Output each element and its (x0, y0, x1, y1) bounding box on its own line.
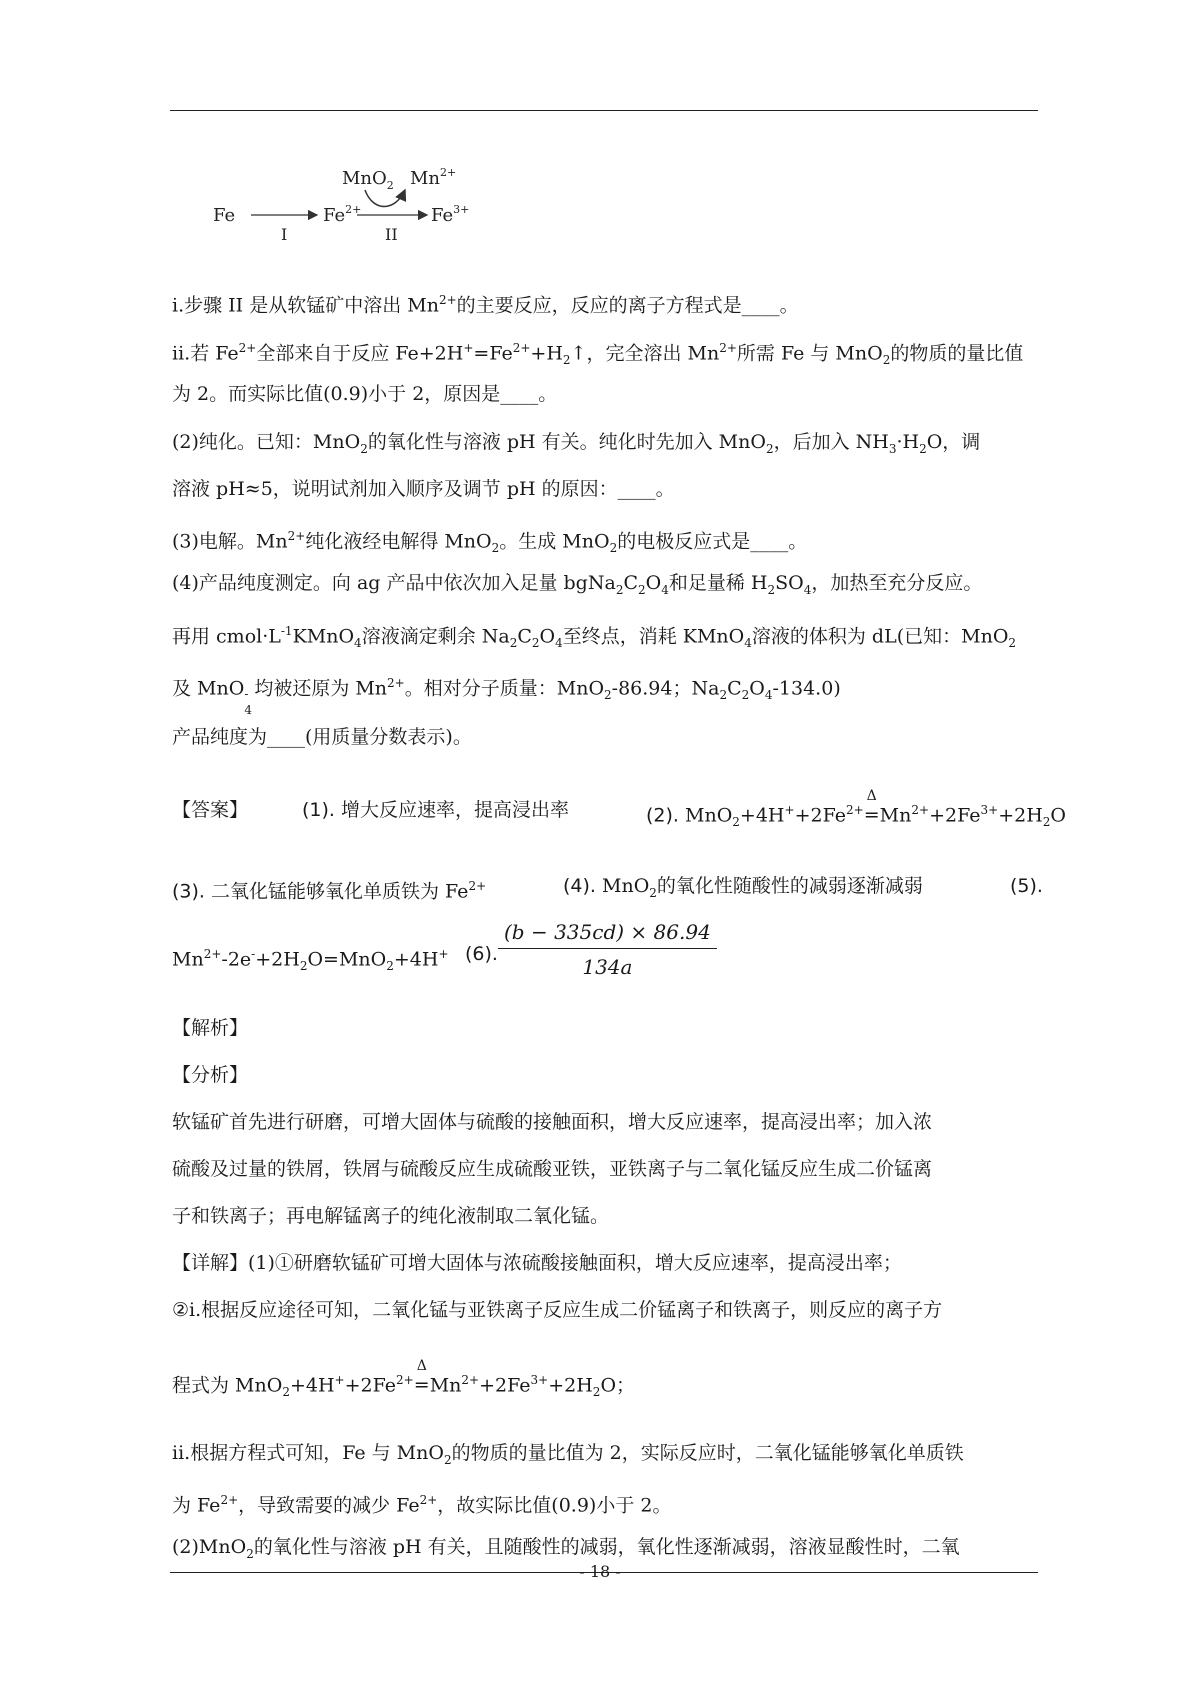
question-ii-line-2: 为 2。而实际比值(0.9)小于 2，原因是____。 (172, 383, 558, 405)
detail-line-4: ii.根据方程式可知，Fe 与 MnO$_2$的物质的量比值为 2，实际反应时，二氧化锰能够氧化单质铁 (172, 1442, 964, 1467)
diagram-mno2: MnO$_2$ (342, 168, 394, 192)
answer-line-1 (172, 798, 248, 822)
heating-condition-detail: Δ = (413, 1358, 430, 1397)
answer-1: (1). 增大反应速率，提高浸出率 (302, 799, 569, 821)
answer-5-label: (5). (1010, 875, 1043, 897)
analysis-line-3: 子和铁离子；再电解锰离子的纯化液制取二氧化锰。 (172, 1205, 610, 1227)
question-ii-line-1: ii.若 $Fe^{2+}$全部来自于反应 $Fe+2H^+=Fe^{2+}+H_2↑$，完全溶出 $Mn^{2+}$所需 Fe 与 MnO$_2$的物质的量比值 (172, 341, 1024, 368)
question-4-line-1: (4)产品纯度测定。向 ag 产品中依次加入足量 $bgNa_2C_2O_4$和足量稀 $H_2SO_4$，加热至充分反应。 (172, 572, 983, 597)
answer-2: (2). $MnO_2+4H^++2Fe^{2+}$ Δ $=Mn^{2+}+2Fe^{3+}+2H_2O$ (646, 788, 1066, 830)
answer-3: (3). 二氧化锰能够氧化单质铁为 $Fe^{2+}$ (172, 879, 487, 903)
question-3: (3)电解。$Mn^{2+}$纯化液经电解得 MnO$_2$。生成 MnO$_2$的电极反应式是____。 (172, 529, 808, 556)
detail-line-3: 程式为 $MnO_2+4H^++2Fe^{2+}$ Δ $=Mn^{2+}+2Fe^{3+}+2H_2O$； (172, 1358, 636, 1400)
diagram-mn2: $Mn^{2+}$ (410, 166, 457, 189)
jiexi-heading: 【解析】 (172, 1017, 249, 1039)
detail-line-1: 【详解】(1)①研磨软锰矿可增大固体与浓硫酸接触面积，增大反应速率，提高浸出率； (172, 1252, 902, 1274)
question-2-line-2: 溶液 pH≈5，说明试剂加入顺序及调节 pH 的原因：____。 (172, 478, 675, 500)
fraction-numerator: (b − 335cd) × 86.94 (498, 920, 717, 949)
answer-4: (4). MnO$_2$的氧化性随酸性的减弱逐渐减弱 (563, 875, 923, 900)
detail-line-5: 为 $Fe^{2+}$，导致需要的减少 $Fe^{2+}$，故实际比值(0.9)小于 2。 (172, 1493, 672, 1517)
diagram-fe2: $Fe^{2+}$ (323, 203, 362, 226)
header-rule (170, 110, 1038, 111)
fraction-denominator: 134a (582, 955, 633, 979)
question-4-line-3: 及 MnO - 4 均被还原为 $Mn^{2+}$。相对分子质量：MnO$_2$-86.94；$Na_2C_2O_4-134.0$) (172, 676, 841, 718)
diagram-fe: Fe (213, 205, 236, 226)
question-4-line-4: 产品纯度为____(用质量分数表示)。 (172, 726, 472, 748)
answer-6-fraction (498, 920, 717, 979)
analysis-line-2: 硫酸及过量的铁屑，铁屑与硫酸反应生成硫酸亚铁，亚铁离子与二氧化锰反应生成二价锰离 (172, 1158, 933, 1180)
question-4-line-2: 再用 $cmol\cdot L^{-1}KMnO_4$溶液滴定剩余 $Na_2C_2O_4$至终点，消耗 KMnO$_4$溶液的体积为 dL(已知：MnO$_2$ (172, 624, 1017, 651)
curved-arrow (365, 190, 405, 207)
heating-condition: Δ = (863, 788, 880, 827)
question-2-line-1: (2)纯化。已知：MnO$_2$的氧化性与溶液 pH 有关。纯化时先加入 MnO$_2$，后加入 $NH_3\cdot H_2O$，调 (172, 431, 981, 456)
detail-line-6: (2)MnO$_2$的氧化性与溶液 pH 有关，且随酸性的减弱，氧化性逐渐减弱，溶液显酸性时，二氧 (172, 1536, 960, 1561)
page-number: - 18 - (579, 1562, 621, 1581)
answer-5: $Mn^{2+}-2e^-+2H_2O=MnO_2+4H^+$ (172, 947, 449, 974)
detail-line-2: ②i.根据反应途径可知，二氧化锰与亚铁离子反应生成二价锰离子和铁离子，则反应的离子方 (172, 1299, 943, 1321)
answer-tag: 【答案】 (172, 799, 249, 821)
step-2-label: II (385, 225, 398, 244)
fenxi-heading: 【分析】 (172, 1064, 249, 1086)
analysis-line-1: 软锰矿首先进行研磨，可增大固体与硫酸的接触面积，增大反应速率，提高浸出率；加入浓 (172, 1111, 933, 1133)
reaction-pathway-diagram (205, 160, 505, 255)
diagram-fe3: $Fe^{3+}$ (431, 203, 470, 226)
question-i: i.步骤 II 是从软锰矿中溶出 $Mn^{2+}$的主要反应，反应的离子方程式是____。 (172, 293, 799, 317)
step-1-label: I (281, 225, 288, 244)
answer-6-label: (6). (465, 943, 498, 965)
